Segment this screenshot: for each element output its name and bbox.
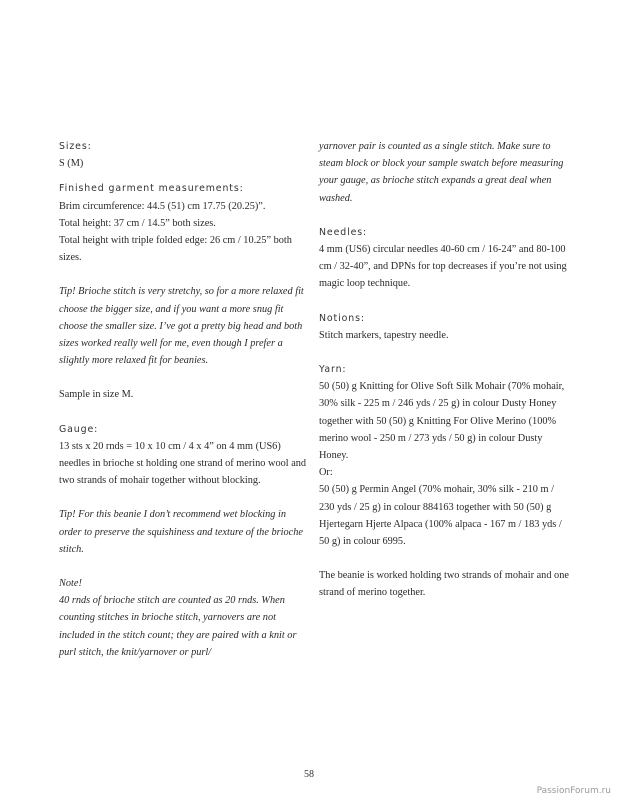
yarn-heading: Yarn: xyxy=(319,364,347,376)
yarn-or: Or: xyxy=(319,467,333,479)
left-column xyxy=(59,138,309,661)
gauge-heading: Gauge: xyxy=(59,423,99,435)
tip-paragraph: Tip! Brioche stitch is very stretchy, so for a more relaxed fit choose the bigger size, and if you want a more snug fit choose the smaller size. I’ve got a pretty big head and both sizes worked really well for me, even though I prefer a slightly more relaxed fit for beanies. xyxy=(59,286,304,367)
finished-line: Brim circumference: 44.5 (51) cm 17.75 (20.25)”. xyxy=(59,200,266,212)
sample-text: Sample in size M. xyxy=(59,389,134,401)
notions-heading: Notions: xyxy=(319,312,365,324)
sizes-value: S (M) xyxy=(59,158,84,170)
tip-paragraph: Tip! For this beanie I don’t recommend wet blocking in order to preserve the squishiness and texture of the brioche stitch. xyxy=(59,509,303,555)
right-column xyxy=(319,138,569,602)
finished-heading: Finished garment measurements: xyxy=(59,183,244,195)
page-number: 58 xyxy=(304,769,314,780)
note-heading: Note! xyxy=(59,578,82,590)
finished-line: Total height: 37 cm / 14.5” both sizes. xyxy=(59,217,216,229)
note-text: 40 rnds of brioche stitch are counted as 20 rnds. When counting stitches in brioche stitch, yarnovers are not included in the stitch count; they are paired with a knit or purl stitch, the knit/yarnover or purl/ xyxy=(59,595,297,658)
yarn-option: 50 (50) g Knitting for Olive Soft Silk Mohair (70% mohair, 30% silk - 225 m / 246 yds / 25 g) in colour Dusty Honey together with 50 (50) g Knitting For Olive Merino (100% merino wool - 250 m / 273 yds / 50 g) in colour Dusty Honey. xyxy=(319,381,565,462)
yarn-option: 50 (50) g Permin Angel (70% mohair, 30% silk - 210 m / 230 yds / 25 g) in colour 884163 together with 50 (50) g Hjertegarn Hjerte Alpaca (100% alpaca - 167 m / 183 yds / 50 g) in colour 6995. xyxy=(319,484,562,548)
needles-text: 4 mm (US6) circular needles 40-60 cm / 16-24” and 80-100 cm / 32-40”, and DPNs for top decreases if you’re not using magic loop technique. xyxy=(319,244,567,290)
sizes-heading: Sizes: xyxy=(59,141,92,152)
notions-text: Stitch markers, tapestry needle. xyxy=(319,329,449,341)
note-continued: yarnover pair is counted as a single stitch. Make sure to steam block or block your sample swatch before measuring your gauge, as brioche stitch expands a great deal when washed. xyxy=(319,141,564,204)
needles-heading: Needles: xyxy=(319,226,368,238)
watermark: PassionForum.ru xyxy=(536,786,611,796)
finished-line: Total height with triple folded edge: 26 cm / 10.25” both sizes. xyxy=(59,235,292,264)
closing-text: The beanie is worked holding two strands of mohair and one strand of merino together. xyxy=(319,570,569,599)
gauge-text: 13 sts x 20 rnds = 10 x 10 cm / 4 x 4” on 4 mm (US6) needles in brioche st holding one strand of merino wool and two strands of mohair together without blocking. xyxy=(59,440,307,487)
